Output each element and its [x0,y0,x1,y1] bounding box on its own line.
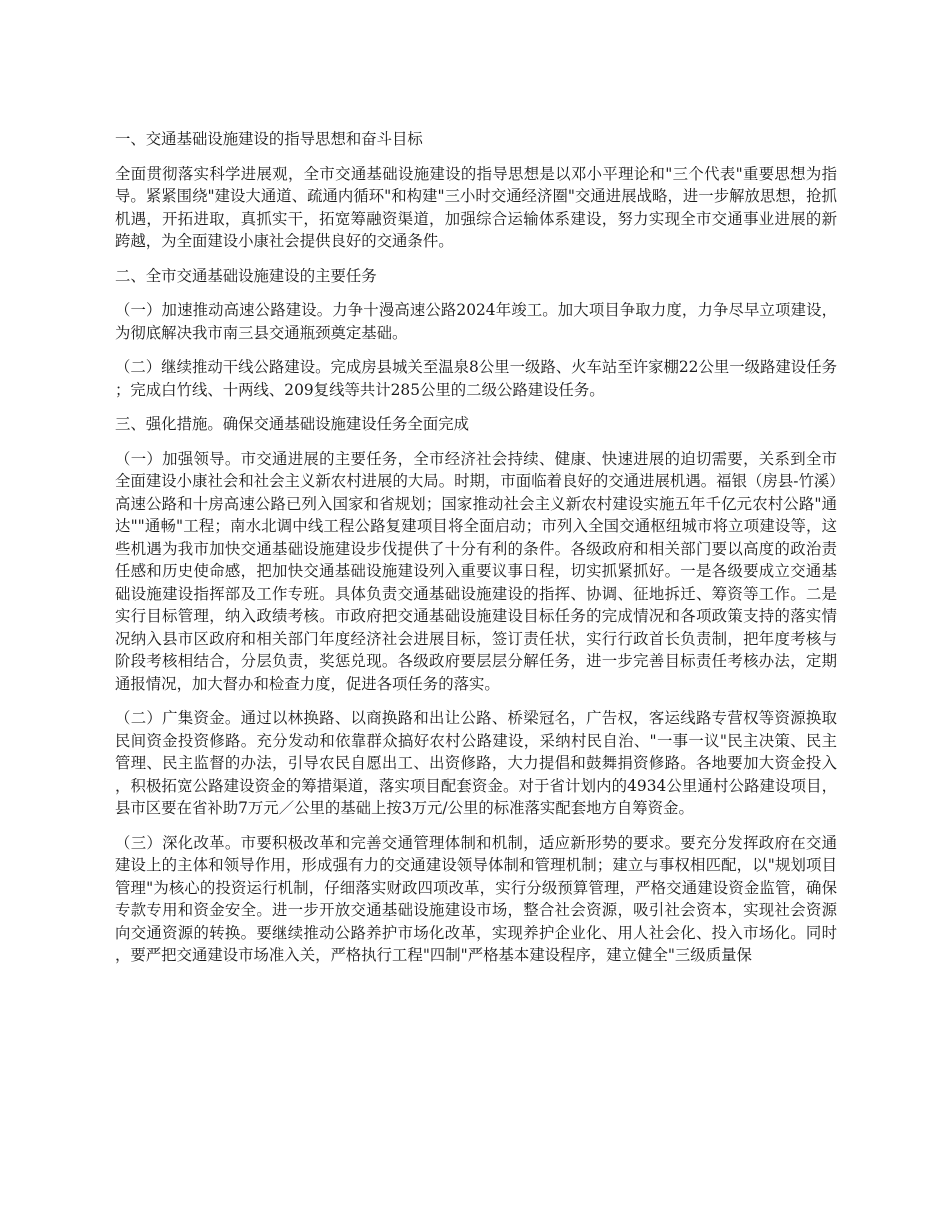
section-heading-2: 二、全市交通基础设施建设的主要任务 [115,266,377,285]
section-heading-1: 一、交通基础设施建设的指导思想和奋斗目标 [115,130,423,148]
paragraph: （二）继续推动干线公路建设。完成房县城关至温泉8公里一级路、火车站至许家棚22公里一级路建设任务；完成白竹线、十两线、209复线等共计285公里的二级公路建设任务。 [115,358,837,399]
paragraph: （二）广集资金。通过以林换路、以商换路和出让公路、桥梁冠名，广告权，客运线路专营权等资源换取民间资金投资修路。充分发动和依靠群众搞好农村公路建设，采纳村民自治、"一事一议"民主决策、民主管理、民主监督的办法，引导农民自愿出工、出资修路，大力提倡和鼓舞捐资修路。各地要加大资金投入，积极拓宽公路建设资金的筹措渠道，落实项目配套资金。对于省计划内的4934公里通村公路建设项目，县市区要在省补助7万元／公里的基础上按3万元/公里的标准落实配套地方自筹资金。 [115,709,837,817]
section-heading-3: 三、强化措施。确保交通基础设施建设任务全面完成 [115,415,469,433]
paragraph: （三）深化改革。市要积极改革和完善交通管理体制和机制，适应新形势的要求。要充分发挥政府在交通建设上的主体和领导作用，形成强有力的交通建设领导体制和管理机制；建立与事权相匹配，以"规划项目管理"为核心的投资运行机制，仔细落实财政四项改革，实行分级预算管理，严格交通建设资金监管，确保专款专用和资金安全。进一步开放交通基础设施建设市场，整合社会资源，吸引社会资本，实现社会资源向交通资源的转换。要继续推动公路养护市场化改革，实现养护企业化、用人社会化、投入市场化。同时，要严把交通建设市场准入关，严格执行工程"四制"严格基本建设程序，建立健全"三级质量保 [115,833,837,964]
paragraph: 全面贯彻落实科学进展观，全市交通基础设施建设的指导思想是以邓小平理论和"三个代表"重要思想为指导。紧紧围绕"建设大通道、疏通内循环"和构建"三小时交通经济圈"交通进展战略，进一步解放思想，抢抓机遇，开拓进取，真抓实干，拓宽筹融资渠道，加强综合运输体系建设，努力实现全市交通事业进展的新跨越，为全面建设小康社会提供良好的交通条件。 [115,164,837,250]
paragraph: （一）加强领导。市交通进展的主要任务，全市经济社会持续、健康、快速进展的迫切需要，关系到全市全面建设小康社会和社会主义新农村进展的大局。时期，市面临着良好的交通进展机遇。福银（房县-竹溪）高速公路和十房高速公路已列入国家和省规划；国家推动社会主义新农村建设实施五年千亿元农村公路"通达""通畅"工程；南水北调中线工程公路复建项目将全面启动；市列入全国交通枢纽城市将立项建设等，这些机遇为我市加快交通基础设施建设步伐提供了十分有利的条件。各级政府和相关部门要以高度的政治责任感和历史使命感，把加快交通基础设施建设列入重要议事日程，切实抓紧抓好。一是各级要成立交通基础设施建设指挥部及工作专班。具体负责交通基础设施建设的指挥、协调、征地拆迁、筹资等工作。二是实行目标管理，纳入政绩考核。市政府把交通基础设施建设目标任务的完成情况和各项政策支持的落实情况纳入县市区政府和相关部门年度经济社会进展目标，签订责任状，实行行政首长负责制，把年度考核与阶段考核相结合，分层负责，奖惩兑现。各级政府要层层分解任务，进一步完善目标责任考核办法，定期通报情况，加大督办和检查力度，促进各项任务的落实。 [115,449,837,693]
paragraph: （一）加速推动高速公路建设。力争十漫高速公路2024年竣工。加大项目争取力度，力争尽早立项建设，为彻底解决我市南三县交通瓶颈奠定基础。 [115,301,837,342]
document-body [115,128,837,979]
